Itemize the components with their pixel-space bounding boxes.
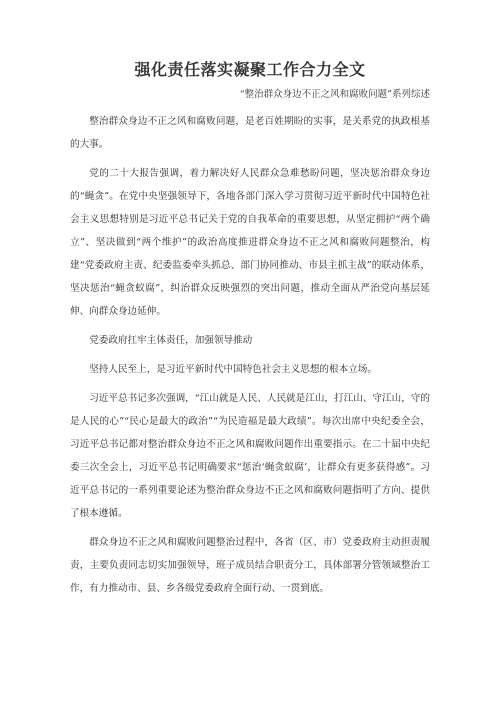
section-heading: 党委政府扛牢主体责任，加强领导推动: [89, 335, 253, 346]
paragraph: 群众身边不正之风和腐败问题整治过程中，各省（区、市）党委政府主动担责履责，主要负责同志切实加强领导，班子成员结合职责分工，具体部署分管领域整治工作，有力推动市、县、乡各级党委政府全面行动、一贯到底。: [70, 537, 430, 594]
paragraph: 坚持人民至上，是习近平新时代中国特色社会主义思想的根本立场。: [89, 364, 377, 375]
document-title: 强化责任落实凝聚工作合力全文: [134, 60, 366, 79]
document-subtitle: “整治群众身边不正之风和腐败问题”系列综述: [239, 89, 430, 100]
paragraph: 党的二十大报告强调，着力解决好人民群众急难愁盼问题，坚决惩治群众身边的“蝇贪”。在党中央坚强领导下，各地各部门深入学习贯彻习近平新时代中国特色社会主义思想特别是习近平总书记关于党的自我革命的重要思想，从坚定拥护“两个确立”、坚决做到“两个维护”的政治高度推进群众身边不正之风和腐败问题整治，构建“党委政府主责、纪委监委牵头抓总、部门协同推动、市县主抓主战”的联动体系，坚决惩治“蝇贪蚁腐”，纠治群众反映强烈的突出问题，推动全面从严治党向基层延伸、向群众身边延伸。: [70, 168, 430, 317]
paragraph: 习近平总书记多次强调，“江山就是人民、人民就是江山，打江山、守江山，守的是人民的心”“民心是最大的政治”“为民造福是最大政绩”。每次出席中央纪委全会，习近平总书记都对整治群众身边不正之风和腐败问题作出重要指示。在二十届中央纪委三次全会上，习近平总书记明确要求“惩治‘蝇贪蚁腐’，让群众有更多获得感”。习近平总书记的一系列重要论述为整治群众身边不正之风和腐败问题指明了方向、提供了根本遵循。: [70, 393, 430, 519]
document-body: [70, 110, 430, 600]
paragraph: 整治群众身边不正之风和腐败问题，是老百姓期盼的实事，是关系党的执政根基的大事。: [70, 116, 430, 150]
